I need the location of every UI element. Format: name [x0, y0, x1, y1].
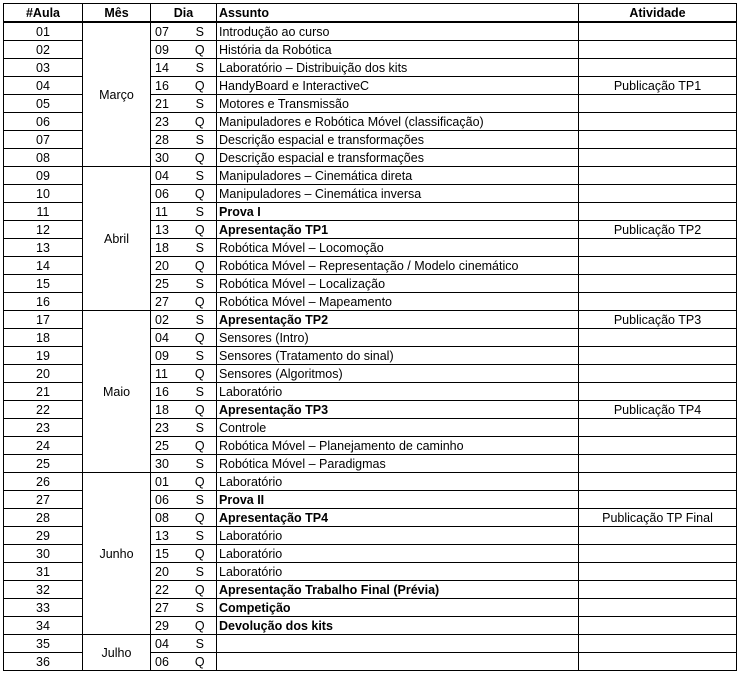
aula-cell: 20 [4, 365, 83, 383]
subject-cell: Robótica Móvel – Mapeamento [217, 293, 579, 311]
aula-cell: 06 [4, 113, 83, 131]
day-cell: 30 [151, 455, 184, 473]
weekday-cell: Q [184, 77, 217, 95]
weekday-cell: Q [184, 401, 217, 419]
activity-cell [579, 545, 737, 563]
day-cell: 20 [151, 563, 184, 581]
aula-cell: 18 [4, 329, 83, 347]
aula-cell: 05 [4, 95, 83, 113]
weekday-cell: S [184, 59, 217, 77]
subject-cell: Sensores (Intro) [217, 329, 579, 347]
weekday-cell: Q [184, 437, 217, 455]
day-cell: 04 [151, 167, 184, 185]
weekday-cell: Q [184, 617, 217, 635]
aula-cell: 23 [4, 419, 83, 437]
weekday-cell: S [184, 167, 217, 185]
activity-cell [579, 473, 737, 491]
subject-cell: Robótica Móvel – Paradigmas [217, 455, 579, 473]
day-cell: 13 [151, 527, 184, 545]
day-cell: 27 [151, 293, 184, 311]
aula-cell: 33 [4, 599, 83, 617]
day-cell: 14 [151, 59, 184, 77]
day-cell: 20 [151, 257, 184, 275]
weekday-cell: Q [184, 509, 217, 527]
weekday-cell: Q [184, 149, 217, 167]
subject-cell: Prova I [217, 203, 579, 221]
weekday-cell: Q [184, 41, 217, 59]
header-aula: #Aula [4, 4, 83, 23]
day-cell: 25 [151, 275, 184, 293]
subject-cell: Devolução dos kits [217, 617, 579, 635]
aula-cell: 19 [4, 347, 83, 365]
subject-cell [217, 653, 579, 671]
aula-cell: 29 [4, 527, 83, 545]
activity-cell: Publicação TP4 [579, 401, 737, 419]
subject-cell: Apresentação TP2 [217, 311, 579, 329]
activity-cell [579, 131, 737, 149]
activity-cell [579, 419, 737, 437]
weekday-cell: Q [184, 293, 217, 311]
day-cell: 06 [151, 491, 184, 509]
aula-cell: 12 [4, 221, 83, 239]
weekday-cell: Q [184, 113, 217, 131]
activity-cell [579, 167, 737, 185]
activity-cell [579, 581, 737, 599]
subject-cell: Apresentação TP4 [217, 509, 579, 527]
activity-cell [579, 149, 737, 167]
activity-cell [579, 22, 737, 41]
aula-cell: 16 [4, 293, 83, 311]
aula-cell: 11 [4, 203, 83, 221]
day-cell: 23 [151, 419, 184, 437]
aula-cell: 08 [4, 149, 83, 167]
day-cell: 21 [151, 95, 184, 113]
weekday-cell: Q [184, 581, 217, 599]
day-cell: 11 [151, 365, 184, 383]
header-mes: Mês [83, 4, 151, 23]
aula-cell: 02 [4, 41, 83, 59]
activity-cell [579, 257, 737, 275]
day-cell: 01 [151, 473, 184, 491]
subject-cell: Robótica Móvel – Planejamento de caminho [217, 437, 579, 455]
subject-cell: Laboratório [217, 527, 579, 545]
day-cell: 04 [151, 329, 184, 347]
day-cell: 06 [151, 185, 184, 203]
subject-cell: Introdução ao curso [217, 22, 579, 41]
aula-cell: 09 [4, 167, 83, 185]
aula-cell: 36 [4, 653, 83, 671]
aula-cell: 22 [4, 401, 83, 419]
subject-cell: Competição [217, 599, 579, 617]
aula-cell: 01 [4, 22, 83, 41]
day-cell: 16 [151, 77, 184, 95]
aula-cell: 30 [4, 545, 83, 563]
subject-cell: Sensores (Algoritmos) [217, 365, 579, 383]
weekday-cell: Q [184, 545, 217, 563]
weekday-cell: Q [184, 653, 217, 671]
activity-cell [579, 617, 737, 635]
weekday-cell: Q [184, 365, 217, 383]
activity-cell [579, 275, 737, 293]
weekday-cell: S [184, 95, 217, 113]
weekday-cell: Q [184, 185, 217, 203]
day-cell: 16 [151, 383, 184, 401]
month-cell: Março [83, 22, 151, 167]
weekday-cell: S [184, 311, 217, 329]
aula-cell: 26 [4, 473, 83, 491]
activity-cell [579, 455, 737, 473]
activity-cell [579, 203, 737, 221]
day-cell: 23 [151, 113, 184, 131]
day-cell: 28 [151, 131, 184, 149]
subject-cell: Laboratório [217, 383, 579, 401]
subject-cell: Laboratório [217, 563, 579, 581]
activity-cell: Publicação TP Final [579, 509, 737, 527]
day-cell: 02 [151, 311, 184, 329]
table-row [4, 635, 737, 653]
subject-cell: Robótica Móvel – Locomoção [217, 239, 579, 257]
aula-cell: 25 [4, 455, 83, 473]
subject-cell: HandyBoard e InteractiveC [217, 77, 579, 95]
subject-cell: Motores e Transmissão [217, 95, 579, 113]
header-row [4, 4, 737, 23]
schedule-body [4, 22, 737, 671]
weekday-cell: S [184, 455, 217, 473]
subject-cell: Laboratório [217, 473, 579, 491]
aula-cell: 21 [4, 383, 83, 401]
day-cell: 15 [151, 545, 184, 563]
activity-cell [579, 239, 737, 257]
subject-cell: História da Robótica [217, 41, 579, 59]
activity-cell [579, 293, 737, 311]
aula-cell: 04 [4, 77, 83, 95]
subject-cell: Apresentação TP3 [217, 401, 579, 419]
day-cell: 09 [151, 41, 184, 59]
month-cell: Maio [83, 311, 151, 473]
schedule-table [3, 3, 737, 671]
activity-cell [579, 635, 737, 653]
day-cell: 06 [151, 653, 184, 671]
table-row [4, 311, 737, 329]
weekday-cell: S [184, 383, 217, 401]
aula-cell: 28 [4, 509, 83, 527]
activity-cell [579, 527, 737, 545]
day-cell: 08 [151, 509, 184, 527]
weekday-cell: S [184, 203, 217, 221]
aula-cell: 03 [4, 59, 83, 77]
activity-cell [579, 563, 737, 581]
table-row [4, 167, 737, 185]
aula-cell: 32 [4, 581, 83, 599]
weekday-cell: S [184, 635, 217, 653]
day-cell: 25 [151, 437, 184, 455]
subject-cell: Manipuladores – Cinemática direta [217, 167, 579, 185]
subject-cell [217, 635, 579, 653]
day-cell: 18 [151, 401, 184, 419]
activity-cell [579, 365, 737, 383]
day-cell: 29 [151, 617, 184, 635]
day-cell: 18 [151, 239, 184, 257]
aula-cell: 24 [4, 437, 83, 455]
day-cell: 27 [151, 599, 184, 617]
aula-cell: 31 [4, 563, 83, 581]
weekday-cell: Q [184, 221, 217, 239]
day-cell: 11 [151, 203, 184, 221]
weekday-cell: S [184, 131, 217, 149]
activity-cell [579, 599, 737, 617]
weekday-cell: S [184, 599, 217, 617]
activity-cell: Publicação TP3 [579, 311, 737, 329]
activity-cell [579, 383, 737, 401]
day-cell: 07 [151, 22, 184, 41]
weekday-cell: Q [184, 329, 217, 347]
table-row [4, 22, 737, 41]
subject-cell: Laboratório – Distribuição dos kits [217, 59, 579, 77]
weekday-cell: Q [184, 473, 217, 491]
subject-cell: Descrição espacial e transformações [217, 149, 579, 167]
activity-cell [579, 653, 737, 671]
activity-cell: Publicação TP2 [579, 221, 737, 239]
aula-cell: 07 [4, 131, 83, 149]
aula-cell: 10 [4, 185, 83, 203]
day-cell: 09 [151, 347, 184, 365]
subject-cell: Manipuladores e Robótica Móvel (classificação) [217, 113, 579, 131]
aula-cell: 34 [4, 617, 83, 635]
header-atividade: Atividade [579, 4, 737, 23]
table-row [4, 473, 737, 491]
aula-cell: 17 [4, 311, 83, 329]
day-cell: 22 [151, 581, 184, 599]
subject-cell: Apresentação TP1 [217, 221, 579, 239]
weekday-cell: S [184, 563, 217, 581]
aula-cell: 15 [4, 275, 83, 293]
activity-cell: Publicação TP1 [579, 77, 737, 95]
aula-cell: 14 [4, 257, 83, 275]
activity-cell [579, 437, 737, 455]
aula-cell: 35 [4, 635, 83, 653]
header-assunto: Assunto [217, 4, 579, 23]
activity-cell [579, 329, 737, 347]
subject-cell: Robótica Móvel – Representação / Modelo cinemático [217, 257, 579, 275]
weekday-cell: S [184, 527, 217, 545]
month-cell: Julho [83, 635, 151, 671]
weekday-cell: S [184, 419, 217, 437]
weekday-cell: S [184, 347, 217, 365]
activity-cell [579, 185, 737, 203]
subject-cell: Prova II [217, 491, 579, 509]
activity-cell [579, 113, 737, 131]
subject-cell: Sensores (Tratamento do sinal) [217, 347, 579, 365]
header-dia: Dia [151, 4, 217, 23]
subject-cell: Controle [217, 419, 579, 437]
activity-cell [579, 59, 737, 77]
day-cell: 04 [151, 635, 184, 653]
weekday-cell: S [184, 491, 217, 509]
day-cell: 13 [151, 221, 184, 239]
activity-cell [579, 347, 737, 365]
weekday-cell: S [184, 275, 217, 293]
subject-cell: Laboratório [217, 545, 579, 563]
weekday-cell: S [184, 239, 217, 257]
subject-cell: Robótica Móvel – Localização [217, 275, 579, 293]
subject-cell: Manipuladores – Cinemática inversa [217, 185, 579, 203]
weekday-cell: Q [184, 257, 217, 275]
activity-cell [579, 491, 737, 509]
aula-cell: 13 [4, 239, 83, 257]
month-cell: Abril [83, 167, 151, 311]
activity-cell [579, 41, 737, 59]
subject-cell: Apresentação Trabalho Final (Prévia) [217, 581, 579, 599]
subject-cell: Descrição espacial e transformações [217, 131, 579, 149]
day-cell: 30 [151, 149, 184, 167]
activity-cell [579, 95, 737, 113]
month-cell: Junho [83, 473, 151, 635]
aula-cell: 27 [4, 491, 83, 509]
weekday-cell: S [184, 22, 217, 41]
